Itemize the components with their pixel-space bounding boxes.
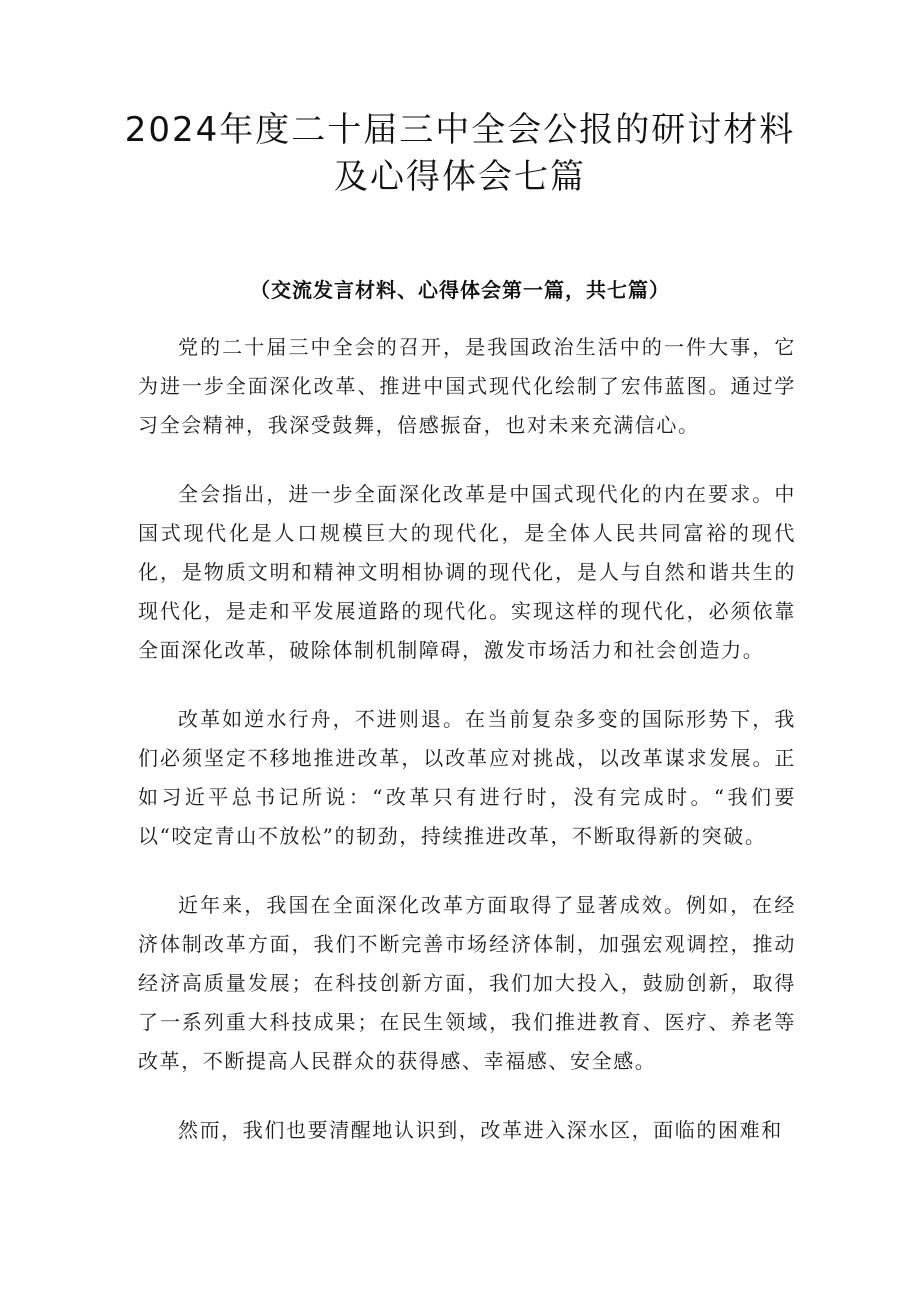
paragraph: 然而，我们也要清醒地认识到，改革进入深水区，面临的困难和 [178, 1118, 783, 1142]
paragraph: 近年来，我国在全面深化改革方面取得了显著成效。例如，在经济体制改革方面，我们不断完善市场经济体制，加强宏观调控，推动经济高质量发展；在科技创新方面，我们加大投入，鼓励创新，取得了一系列重大科技成果；在民生领域，我们推进教育、医疗、养老等改革，不断提高人民群众的获得感、幸福感、安全感。 [138, 893, 796, 1073]
paragraph: 改革如逆水行舟，不进则退。在当前复杂多变的国际形势下，我们必须坚定不移地推进改革，以改革应对挑战，以改革谋求发展。正如习近平总书记所说：“改革只有进行时，没有完成时。“我们要以“咬定青山不放松”的韧劲，持续推进改革，不断取得新的突破。 [138, 707, 796, 848]
document-title-line-1: 2024年度二十届三中全会公报的研讨材料 [124, 110, 796, 150]
document-body [138, 328, 796, 1180]
paragraph: 全会指出，进一步全面深化改革是中国式现代化的内在要求。中国式现代化是人口规模巨大的现代化，是全体人民共同富裕的现代化，是物质文明和精神文明相协调的现代化，是人与自然和谐共生的现代化，是走和平发展道路的现代化。实现这样的现代化，必须依靠全面深化改革，破除体制机制障碍，激发市场活力和社会创造力。 [138, 482, 796, 662]
paragraph: 党的二十届三中全会的召开，是我国政治生活中的一件大事，它为进一步全面深化改革、推进中国式现代化绘制了宏伟蓝图。通过学习全会精神，我深受鼓舞，倍感振奋，也对未来充满信心。 [138, 335, 796, 437]
document-title-line-2: 及心得体会七篇 [334, 157, 586, 197]
document-subtitle: （交流发言材料、心得体会第一篇，共七篇） [250, 278, 670, 302]
